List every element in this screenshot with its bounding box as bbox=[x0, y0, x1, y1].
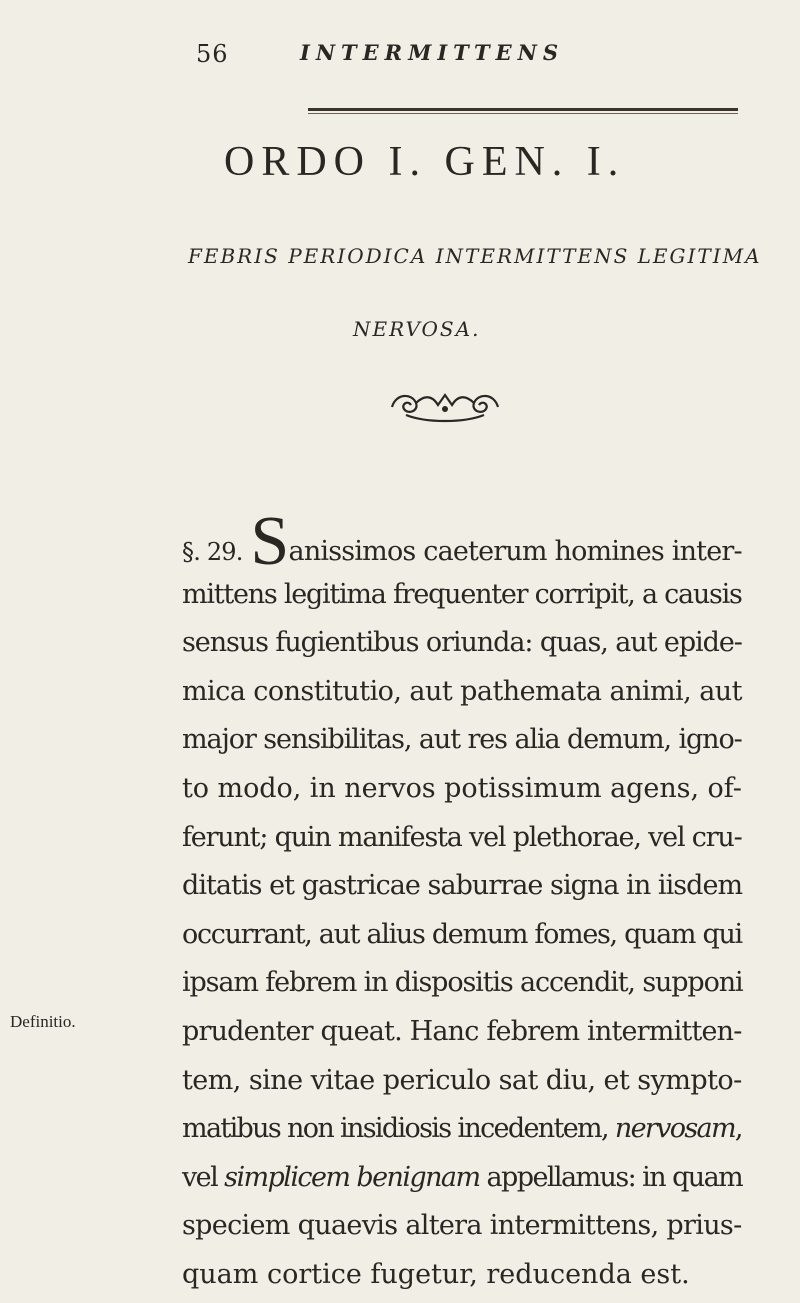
text-segment: mica constitutio, aut pathemata animi, aut bbox=[182, 675, 742, 707]
running-title: INTERMITTENS bbox=[300, 40, 565, 65]
section-title: ORDO I. GEN. I. bbox=[224, 139, 626, 185]
text-line bbox=[182, 765, 742, 814]
text-line bbox=[182, 959, 742, 1008]
margin-note: Definitio. bbox=[10, 1012, 76, 1031]
ornament-icon bbox=[386, 385, 504, 425]
text-segment: ipsam febrem in dispositis accendit, supponi bbox=[182, 967, 743, 999]
text-segment: appellamus: in quam bbox=[479, 1161, 743, 1193]
subtitle-line-1: FEBRIS PERIODICA INTERMITTENS LEGITIMA bbox=[188, 244, 762, 268]
dropcap: S bbox=[250, 503, 289, 580]
text-line bbox=[182, 1057, 742, 1106]
text-line bbox=[182, 1008, 742, 1057]
italic-term: simplicem benignam bbox=[224, 1161, 480, 1193]
text-line bbox=[182, 1251, 742, 1300]
text-segment: ditatis et gastricae saburrae signa in iisdem bbox=[182, 870, 743, 902]
text-segment: mittens legitima frequenter corripit, a causis bbox=[182, 578, 742, 610]
text-segment: prudenter queat. Hanc febrem intermitten- bbox=[182, 1015, 742, 1047]
head-rule bbox=[308, 106, 738, 116]
text-line bbox=[182, 1154, 742, 1203]
text-line bbox=[182, 571, 742, 620]
text-segment: tem, sine vitae periculo sat diu, et sympto- bbox=[182, 1064, 742, 1096]
text-line bbox=[182, 814, 742, 863]
italic-term: nervosam bbox=[614, 1113, 735, 1145]
paragraph-29 bbox=[182, 503, 743, 1300]
first-line bbox=[182, 503, 742, 580]
text-line bbox=[182, 862, 742, 911]
text-line bbox=[182, 668, 742, 717]
text-segment: anissimos caeterum homines inter- bbox=[288, 536, 742, 567]
text-line bbox=[182, 619, 742, 668]
text-segment: ferunt; quin manifesta vel plethorae, vel cru- bbox=[182, 821, 742, 853]
subtitle-line-2: NERVOSA. bbox=[353, 317, 481, 341]
page-number: 56 bbox=[196, 40, 229, 68]
text-segment: vel bbox=[182, 1161, 225, 1193]
text-segment: major sensibilitas, aut res alia demum, igno- bbox=[182, 724, 742, 756]
text-segment: , bbox=[734, 1113, 742, 1145]
text-line bbox=[182, 716, 742, 765]
section-mark: §. 29. bbox=[182, 538, 243, 566]
text-line bbox=[182, 1105, 742, 1154]
text-segment: to modo, in nervos potissimum agens, of- bbox=[182, 772, 742, 804]
text-segment: matibus non insidiosis incedentem, bbox=[182, 1113, 615, 1145]
first-line-text bbox=[289, 536, 742, 567]
text-line bbox=[182, 1202, 742, 1251]
text-segment: occurrant, aut alius demum fomes, quam qui bbox=[182, 918, 742, 950]
text-segment: sensus fugientibus oriunda: quas, aut epide- bbox=[182, 627, 742, 659]
text-segment: speciem quaevis altera intermittens, prius- bbox=[182, 1210, 742, 1242]
text-line bbox=[182, 911, 742, 960]
text-segment: quam cortice fugetur, reducenda est. bbox=[182, 1258, 690, 1290]
